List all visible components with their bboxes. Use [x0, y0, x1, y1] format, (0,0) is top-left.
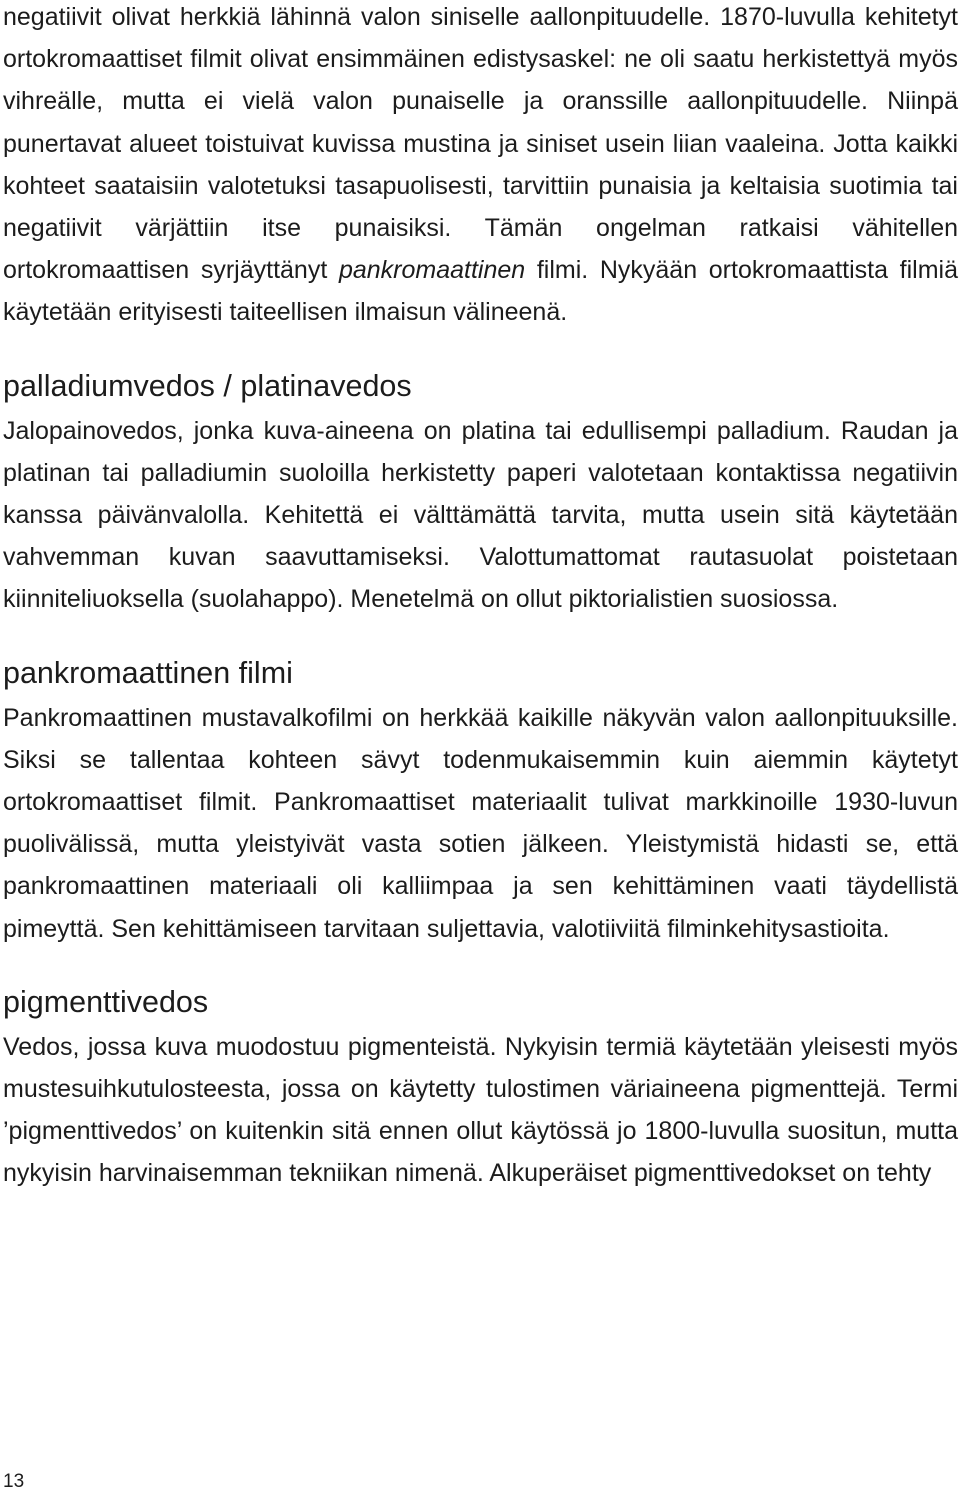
entry-definition: Jalopainovedos, jonka kuva-aineena on platina tai edullisempi palladium. Raudan ja platinan tai palladiumin suoloilla herkistetty paperi valotetaan kontaktissa negatiivin kanssa päivänvalolla. Kehitettä ei välttämättä tarvita, mutta usein sitä käytetään vahvemman kuvan saavuttamiseksi. Valottumattomat rautasuolat poistetaan kiinniteliuoksella (suolahappo). Menetelmä on ollut piktorialistien suosiossa.	[3, 416, 958, 614]
intro-paragraph	[3, 0, 958, 334]
entry-term: pigmenttivedos	[3, 984, 209, 1019]
entry-definition: Vedos, jossa kuva muodostuu pigmenteistä. Nykyisin termiä käytetään yleisesti myös mustesuihkutulosteesta, jossa on käytetty tulostimen väriaineena pigmenttejä. Termi ’pigmenttivedos’ on kuitenkin sitä ennen ollut käytössä jo 1800-luvulla suositun, mutta nykyisin harvinaisemman tekniikan nimenä. Alkuperäiset pigmenttivedokset on tehty	[3, 1032, 958, 1188]
document-page	[3, 0, 958, 1195]
intro-emphasis-term: pankromaattinen	[338, 256, 526, 285]
entry-term: palladiumvedos / platinavedos	[3, 368, 412, 403]
entry-definition: Pankromaattinen mustavalkofilmi on herkkää kaikille näkyvän valon aallonpituuksille. Siksi se tallentaa kohteen sävyt todenmukaisemmin kuin aiemmin käytetyt ortokromaattiset filmit. Pankromaattiset materiaalit tulivat markkinoille 1930-luvun puolivälissä, mutta yleistyivät vasta sotien jälkeen. Yleistymistä hidasti se, että pankromaattinen materiaali oli kalliimpaa ja sen kehittäminen vaati täydellistä pimeyttä. Sen kehittämiseen tarvitaan suljettavia, valotiiviitä filminkehitysastioita.	[3, 703, 958, 943]
glossary-entry-palladium	[3, 364, 958, 621]
glossary-entry-pigmenttivedos	[3, 980, 958, 1195]
entry-term: pankromaattinen filmi	[3, 655, 293, 690]
glossary-entry-pankromaattinen	[3, 651, 958, 950]
intro-text-before: negatiivit olivat herkkiä lähinnä valon siniselle aallonpituudelle. 1870-luvulla kehitetyt ortokromaattiset filmit olivat ensimmäinen edistysaskel: ne oli saatu herkistettyä myös vihreälle, mutta ei vielä valon punaiselle ja oranssille aallonpituudelle. Niinpä punertavat alueet toistuivat kuvissa mustina ja siniset usein liian vaaleina. Jotta kaikki kohteet saataisiin valotetuksi tasapuolisesti, tarvittiin punaisia ja keltaisia suotimia tai negatiivit värjättiin itse punaisiksi. Tämän ongelman ratkaisi vähitellen ortokromaattisen syrjäyttänyt	[3, 3, 958, 285]
intro-text-after: filmi. Nykyään ortokromaattista filmiä käytetään erityisesti taiteellisen ilmaisun välineenä.	[3, 256, 958, 327]
page-number: 13	[3, 1471, 25, 1492]
